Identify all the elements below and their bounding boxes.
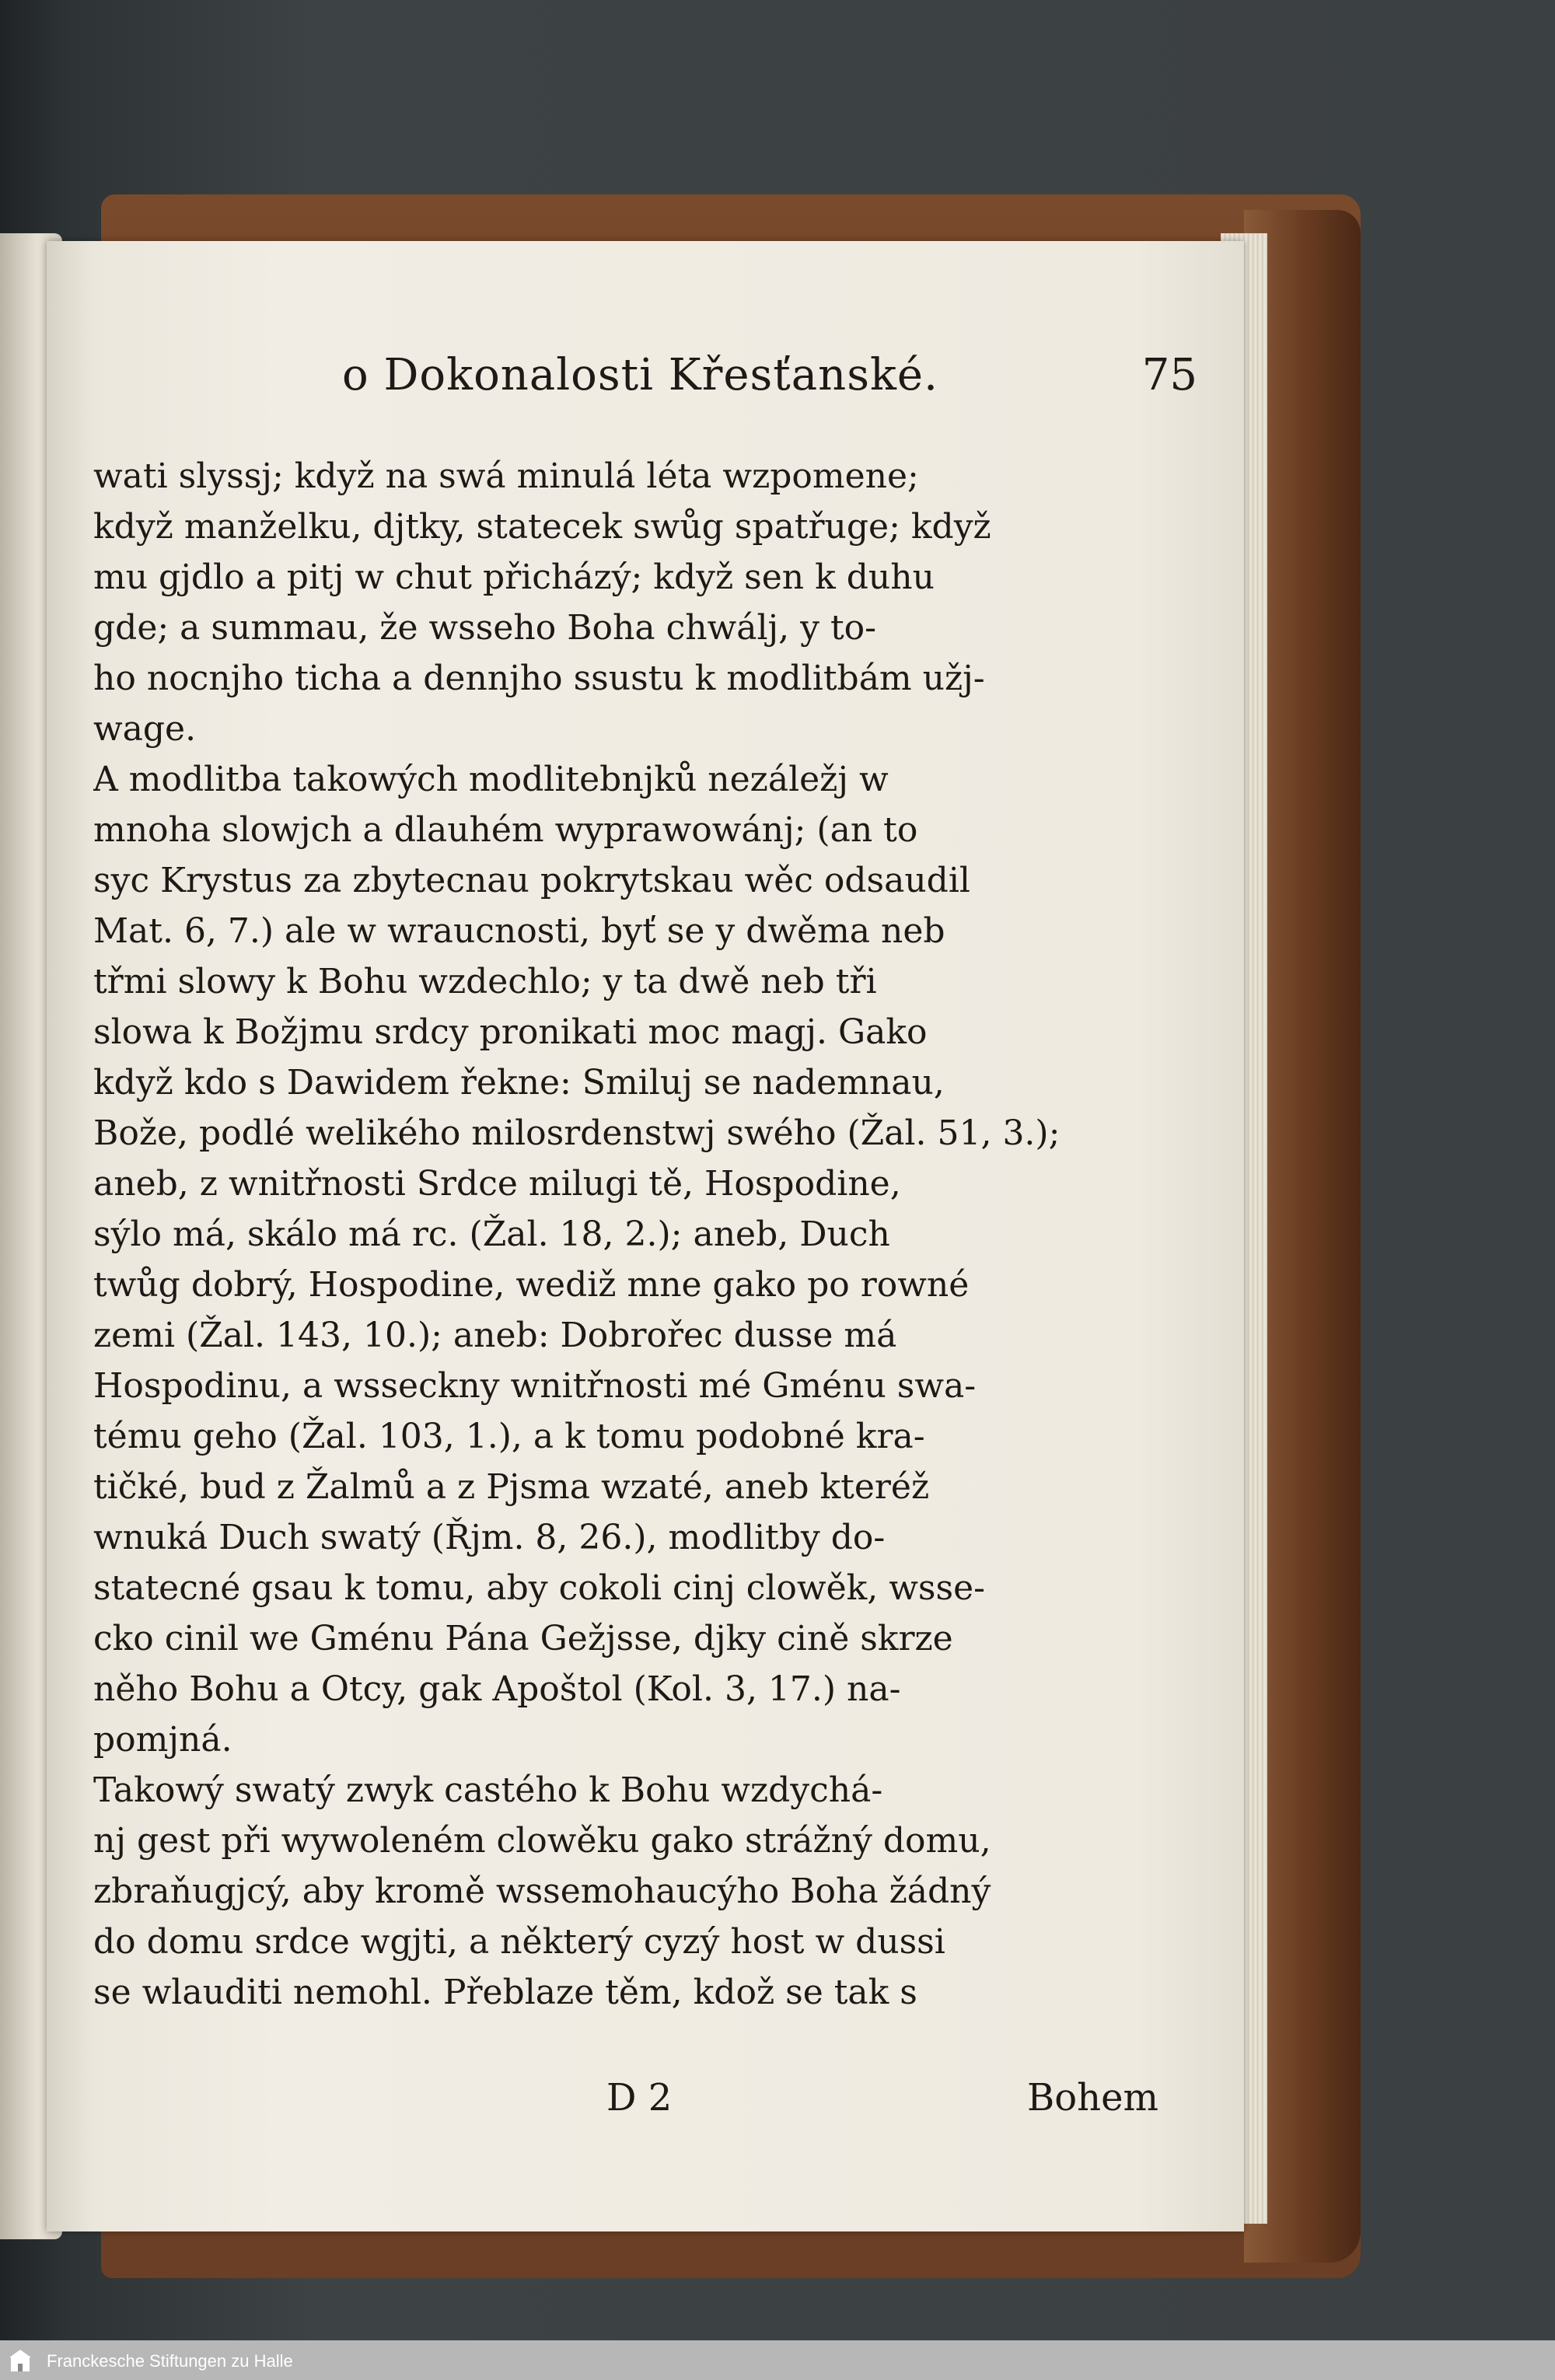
- signature-mark: D 2: [606, 2076, 673, 2120]
- text-line: mnoha slowjch a dlauhém wyprawowánj; (an to: [93, 810, 918, 850]
- text-line: do domu srdce wgjti, a některý cyzý host w dussi: [93, 1922, 945, 1962]
- page-header: [342, 350, 1197, 420]
- text-line: když kdo s Dawidem řekne: Smiluj se nademnau,: [93, 1063, 945, 1103]
- text-line: wati slyssj; když na swá minulá léta wzpomene;: [93, 456, 919, 496]
- institution-logo-icon: [6, 2347, 34, 2375]
- text-line: Takowý swatý zwyk castého k Bohu wzdychá-: [93, 1770, 883, 1810]
- text-line: když manželku, djtky, statecek swůg spatřuge; když: [93, 507, 991, 547]
- page-number: 75: [1141, 350, 1197, 400]
- attribution-label: Franckesche Stiftungen zu Halle: [47, 2351, 293, 2371]
- text-line: wage.: [93, 709, 197, 749]
- text-line: sýlo má, skálo má rc. (Žal. 18, 2.); aneb, Duch: [93, 1214, 890, 1254]
- text-line: gde; a summau, že wsseho Boha chwálj, y to-: [93, 608, 877, 648]
- text-line: A modlitba takowých modlitebnjků nezáležj w: [93, 760, 889, 799]
- text-line: syc Krystus za zbytecnau pokrytskau wěc odsaudil: [93, 861, 970, 900]
- text-line: ho nocnjho ticha a dennjho ssustu k modlitbám užj-: [93, 659, 985, 698]
- text-line: wnuká Duch swatý (Řjm. 8, 26.), modlitby do-: [93, 1518, 886, 1557]
- text-line: cko cinil we Gménu Pána Gežjsse, djky cině skrze: [93, 1619, 953, 1658]
- text-line: se wlauditi nemohl. Přeblaze těm, kdož se tak s: [93, 1973, 917, 2012]
- text-line: aneb, z wnitřnosti Srdce milugi tě, Hospodine,: [93, 1164, 901, 1204]
- text-line: twůg dobrý, Hospodine, wediž mne gako po rowné: [93, 1265, 970, 1305]
- text-line: tému geho (Žal. 103, 1.), a k tomu podobné kra-: [93, 1417, 925, 1456]
- text-line: Hospodinu, a wsseckny wnitřnosti mé Gménu swa-: [93, 1366, 977, 1406]
- text-line: něho Bohu a Otcy, gak Apoštol (Kol. 3, 17.) na-: [93, 1669, 901, 1709]
- text-line: zbraňugjcý, aby kromě wssemohaucýho Boha žádný: [93, 1871, 991, 1911]
- body-text: [93, 451, 1158, 2018]
- text-line: zemi (Žal. 143, 10.); aneb: Dobrořec dusse má: [93, 1316, 897, 1355]
- text-line: Mat. 6, 7.) ale w wraucnosti, byť se y dwěma neb: [93, 911, 945, 951]
- attribution-bar: [0, 2340, 1555, 2380]
- running-title: o Dokonalosti Křesťanské.: [342, 350, 938, 400]
- text-line: slowa k Božjmu srdcy pronikati moc magj. Gako: [93, 1012, 928, 1052]
- text-line: statecné gsau k tomu, aby cokoli cinj clowěk, wsse-: [93, 1568, 985, 1608]
- page-footer: [93, 2076, 1158, 2130]
- text-line: mu gjdlo a pitj w chut přicházý; když sen k duhu: [93, 557, 935, 597]
- text-line: Bože, podlé welikého milosrdenstwj swého (Žal. 51, 3.);: [93, 1113, 1061, 1153]
- text-line: třmi slowy k Bohu wzdechlo; y ta dwě neb tři: [93, 962, 877, 1001]
- catchword: Bohem: [1026, 2076, 1158, 2120]
- text-line: pomjná.: [93, 1720, 232, 1760]
- text-line: tičké, bud z Žalmů a z Pjsma wzaté, aneb kteréž: [93, 1467, 930, 1507]
- text-line: nj gest při wywoleném clowěku gako strážný domu,: [93, 1821, 991, 1861]
- book-page: [47, 241, 1244, 2231]
